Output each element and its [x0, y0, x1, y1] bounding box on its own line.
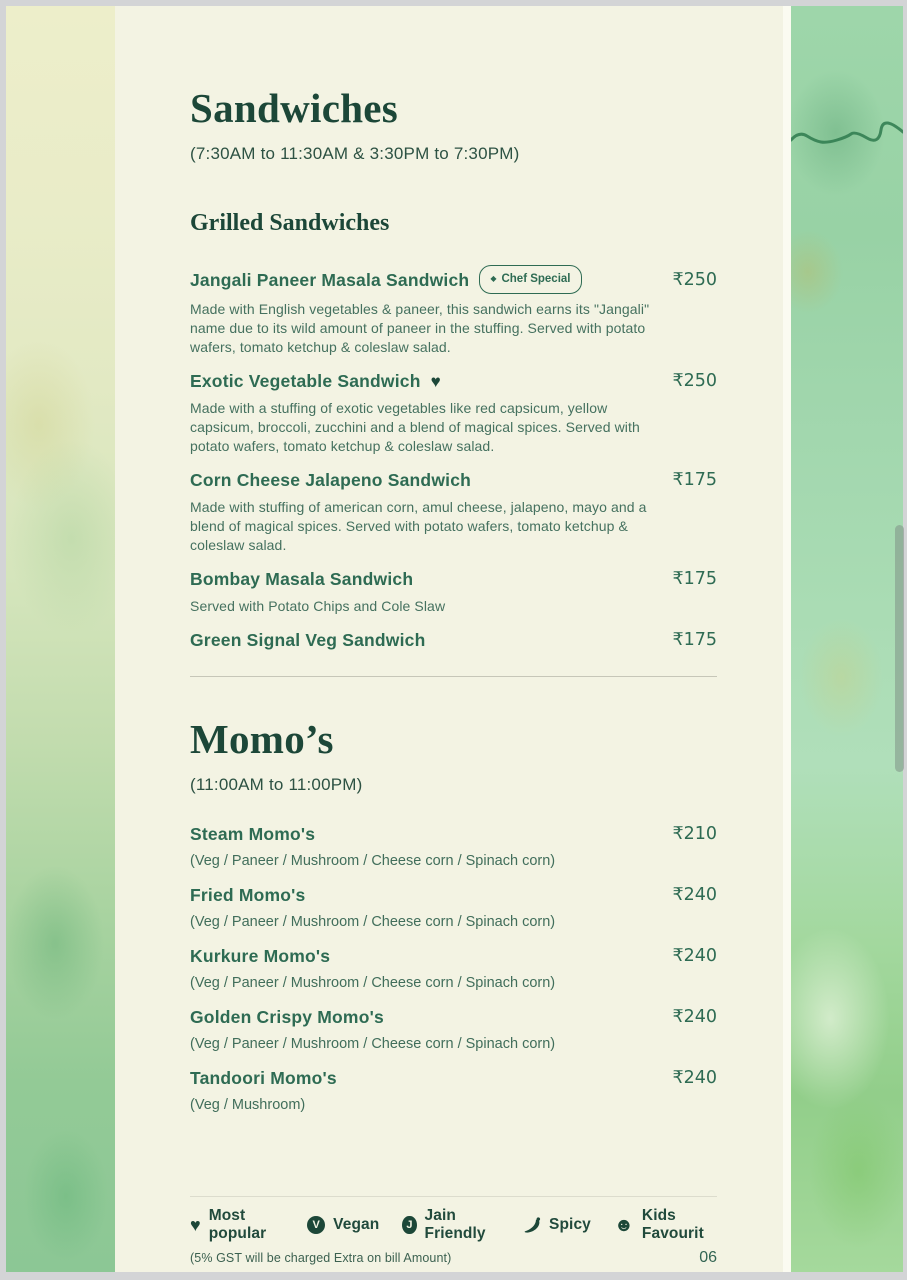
- section-hours-momos: (11:00AM to 11:00PM): [190, 775, 363, 794]
- item-name: Fried Momo's: [190, 885, 306, 905]
- footer-divider: [190, 1196, 717, 1197]
- legend-vegan: V Vegan: [307, 1216, 379, 1234]
- legend-jain-friendly: J Jain Friendly: [402, 1207, 501, 1243]
- menu-item: [190, 944, 717, 993]
- item-variants: (Veg / Paneer / Mushroom / Cheese corn / Spinach corn): [190, 853, 556, 869]
- item-price: ₹240: [672, 1007, 717, 1027]
- item-name: Exotic Vegetable Sandwich: [190, 371, 421, 391]
- vegan-icon: V: [307, 1216, 325, 1234]
- item-name-row: [190, 369, 717, 393]
- item-name-row: [190, 628, 717, 652]
- item-description: Served with Potato Chips and Cole Slaw: [190, 598, 446, 614]
- item-price: ₹175: [672, 569, 717, 589]
- spicy-icon: [524, 1216, 541, 1234]
- menu-item: [190, 265, 717, 357]
- item-price: ₹240: [672, 946, 717, 966]
- item-name-row: [190, 468, 717, 492]
- menu-item: [190, 468, 717, 555]
- legend-kids-favourit: ☻ Kids Favourit: [613, 1207, 704, 1242]
- watercolor-dark-streak: [791, 118, 903, 158]
- item-price: ₹240: [672, 1068, 717, 1088]
- menu-item: [190, 883, 717, 932]
- item-name-row: [190, 944, 717, 968]
- item-name: Corn Cheese Jalapeno Sandwich: [190, 470, 472, 490]
- subsection-grilled-sandwiches: Grilled Sandwiches: [190, 210, 390, 236]
- menu-item: [190, 628, 717, 652]
- item-name: Bombay Masala Sandwich: [190, 569, 414, 589]
- section-divider: [190, 676, 717, 677]
- item-price: ₹250: [672, 269, 717, 290]
- heart-icon: ♥: [430, 371, 441, 391]
- menu-content: [190, 0, 717, 1115]
- chef-special-badge-label: Chef Special: [501, 273, 571, 285]
- section-title-sandwiches: Sandwiches: [190, 85, 399, 131]
- jain-icon: J: [402, 1216, 416, 1234]
- section-title-momos: Momo’s: [190, 716, 334, 762]
- item-name: Steam Momo's: [190, 824, 316, 844]
- item-name: Green Signal Veg Sandwich: [190, 630, 426, 650]
- paper-edge-strip: [783, 6, 791, 1272]
- diamond-icon: ◆: [490, 274, 497, 283]
- legend-most-popular: ♥ Most popular: [190, 1207, 267, 1242]
- item-variants: (Veg / Paneer / Mushroom / Cheese corn / Spinach corn): [190, 975, 556, 991]
- section-hours-sandwiches: (7:30AM to 11:30AM & 3:30PM to 7:30PM): [190, 144, 520, 163]
- page-number: 06: [699, 1249, 717, 1266]
- menu-item: [190, 567, 717, 616]
- menu-item: [190, 1066, 717, 1115]
- item-variants: (Veg / Mushroom): [190, 1097, 306, 1113]
- item-name-row: [190, 883, 717, 907]
- menu-footer: [190, 1196, 717, 1267]
- kids-icon: ☻: [613, 1214, 634, 1236]
- menu-item: [190, 822, 717, 871]
- item-name-row: [190, 1005, 717, 1029]
- menu-item: [190, 1005, 717, 1054]
- gst-row: [190, 1249, 717, 1267]
- item-variants: (Veg / Paneer / Mushroom / Cheese corn / Spinach corn): [190, 914, 556, 930]
- chef-special-badge: [479, 265, 581, 294]
- gst-note: (5% GST will be charged Extra on bill Amount): [190, 1251, 452, 1265]
- item-name: Golden Crispy Momo's: [190, 1007, 384, 1027]
- item-description: Made with English vegetables & paneer, this sandwich earns its "Jangali" name due to its wild amount of paneer in the stuffing. Served with potato wafers, tomato ketchup & coleslaw salad.: [190, 301, 650, 355]
- item-price: ₹175: [672, 630, 717, 650]
- item-name: Kurkure Momo's: [190, 946, 331, 966]
- item-name-row: [190, 1066, 717, 1090]
- item-variants: (Veg / Paneer / Mushroom / Cheese corn / Spinach corn): [190, 1036, 556, 1052]
- legend-row: [190, 1207, 717, 1243]
- item-price: ₹250: [672, 371, 717, 391]
- item-name: Jangali Paneer Masala Sandwich: [190, 269, 470, 290]
- item-price: ₹175: [672, 470, 717, 490]
- watercolor-left-band: [6, 6, 115, 1272]
- item-price: ₹210: [672, 824, 717, 844]
- item-name-row: [190, 822, 717, 846]
- item-name-row: [190, 567, 717, 591]
- scrollbar-thumb[interactable]: [895, 525, 904, 772]
- watercolor-right-band: [791, 6, 903, 1272]
- item-description: Made with stuffing of american corn, amul cheese, jalapeno, mayo and a blend of magical spices. Served with potato wafers, tomato ketchup & coleslaw salad.: [190, 499, 647, 553]
- item-price: ₹240: [672, 885, 717, 905]
- menu-item: [190, 369, 717, 456]
- item-name: Tandoori Momo's: [190, 1068, 337, 1088]
- item-name-row: [190, 265, 717, 294]
- heart-icon: ♥: [190, 1215, 201, 1235]
- legend-spicy: Spicy: [524, 1216, 591, 1234]
- item-description: Made with a stuffing of exotic vegetables like red capsicum, yellow capsicum, broccoli, zucchini and a blend of magical spices. Served with potato wafers, tomato ketchup & coleslaw salad.: [190, 400, 640, 454]
